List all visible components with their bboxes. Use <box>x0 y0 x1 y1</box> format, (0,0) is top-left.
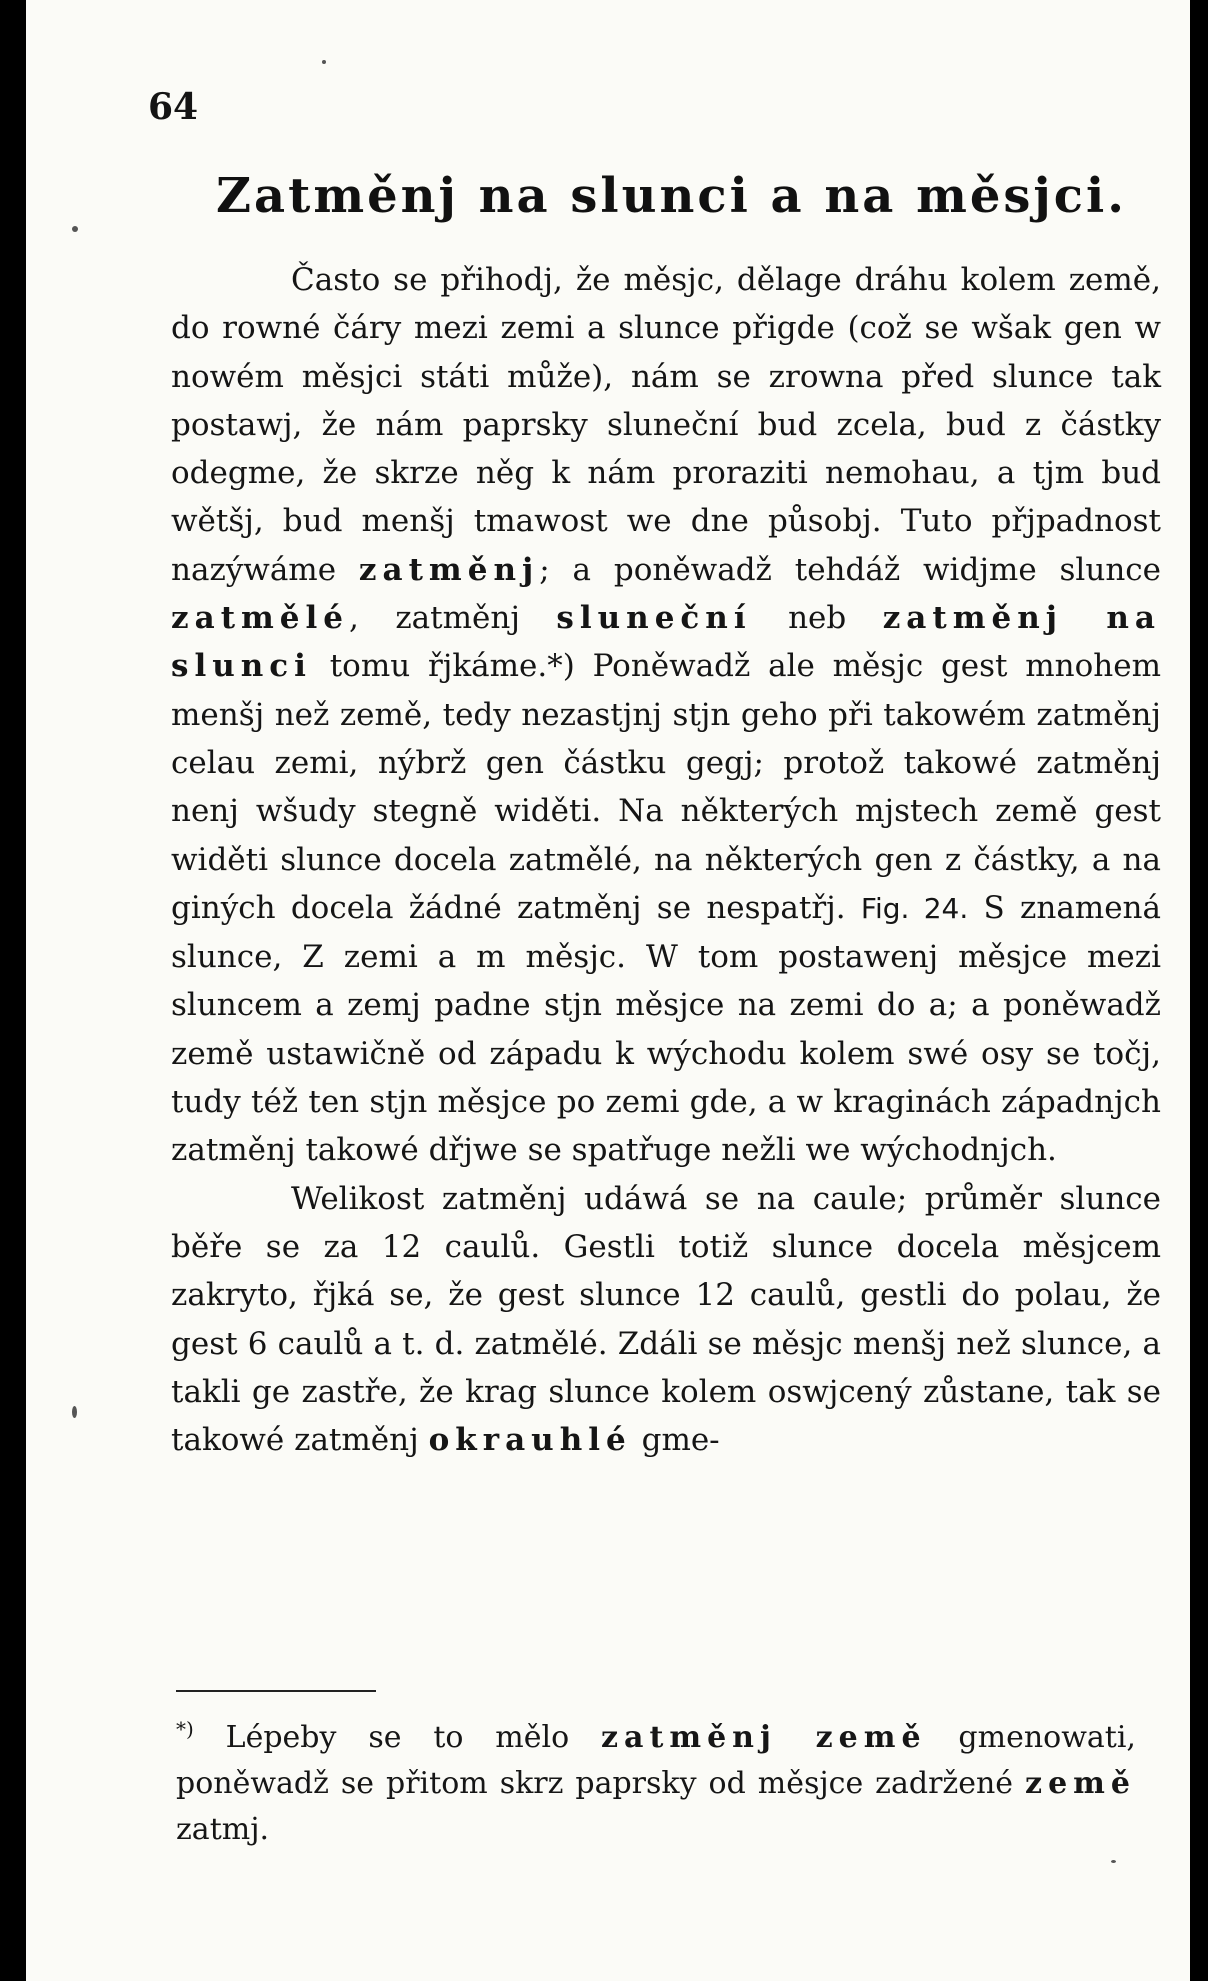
figure-reference: Fig. 24. <box>860 891 969 925</box>
paragraph-1: Často se přihodj, že měsjc, dělage dráhu kolem země, do rowné čáry mezi zemi a slunce přigde (což se wšak gen w nowém měsjci státi může), nám se zrowna před slunce tak postawj, že nám paprsky sluneční bud zcela, bud z částky odegme, že skrze něg k nám proraziti nemohau, a tjm bud wětšj, bud menšj tmawost we dne působj. Tuto přjpadnost nazýwáme zatměnj; a poněwadž tehdáž widjme slunce zatmělé, zatměnj sluneční neb zatměnj na slunci tomu řjkáme.*) Poněwadž ale měsjc gest mnohem menšj než země, tedy nezastjnj stjn geho při takowém zatměnj celau zemi, nýbrž gen částku gegj; protož takowé zatměnj nenj wšudy stegně widěti. Na některých mjstech země gest widěti slunce docela zatmělé, na některých gen z částky, a na giných docela žádné zatměnj se nespatřj. Fig. 24. S znamená slunce, Z zemi a m měsjc. W tom postawenj měsjce mezi sluncem a zemj padne stjn měsjce na zemi do a; a poněwadž země ustawičně od západu k wýchodu kolem swé osy se točj, tudy též ten stjn měsjce po zemi gde, a w kraginách západnjch zatměnj takowé dřjwe se spatřuge nežli we wýchodnjch. <box>171 262 1161 1169</box>
scan-speck <box>322 60 326 64</box>
footnote-mark: *) <box>176 1717 194 1741</box>
scan-speck <box>72 1406 77 1418</box>
scan-border-left <box>0 0 26 1981</box>
page-number: 64 <box>148 86 199 128</box>
scan-border-right <box>1190 0 1208 1981</box>
term-okrauhle: okrauhlé <box>428 1422 632 1459</box>
footnote-term-2: země <box>1025 1766 1136 1801</box>
footnote: *) Lépeby se to mělo zatměnj země gmenowati, poněwadž se přitom skrz paprsky od měsjce zadržené země zatmj. <box>176 1717 1136 1847</box>
term-zatmeni-na-slunci: zatměnj na slunci <box>171 600 1161 685</box>
term-slunecni: sluneční <box>556 600 752 637</box>
term-zatmele: zatmělé <box>171 600 350 637</box>
paragraph-2: Welikost zatměnj udáwá se na caule; průměr slunce běře se za 12 caulů. Gestli totiž slunce docela měsjcem zakryto, řjká se, že gest slunce 12 caulů, gestli do polau, že gest 6 caulů a t. d. zatmělé. Zdáli se měsjc menšj než slunce, a takli ge zastře, že krag slunce kolem oswjcený zůstane, tak se takowé zatměnj okrauhlé gme- <box>171 1180 1161 1459</box>
chapter-title: Zatměnj na slunci a na měsjci. <box>216 168 1127 224</box>
body-text <box>171 256 1161 1464</box>
footnote-term-1: zatměnj země <box>601 1720 927 1755</box>
scan-speck <box>72 226 78 232</box>
book-page <box>26 0 1190 1981</box>
footnote-rule <box>176 1690 376 1692</box>
scan-speck <box>1111 1860 1116 1863</box>
term-zatmeni: zatměnj <box>358 551 540 588</box>
